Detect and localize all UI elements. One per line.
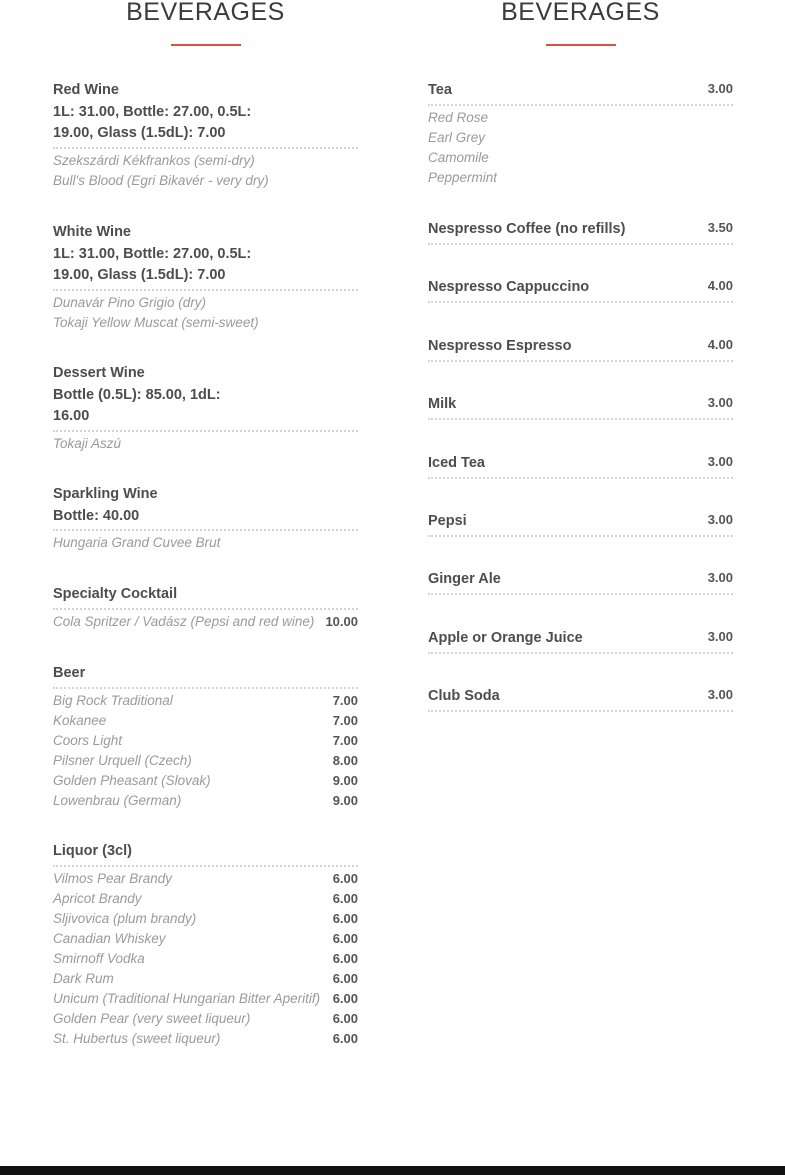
item-name: Iced Tea bbox=[428, 455, 485, 471]
item-name: Ginger Ale bbox=[428, 571, 501, 587]
sub-item-price: 6.00 bbox=[332, 890, 358, 906]
menu-item bbox=[428, 569, 733, 595]
sub-item: Peppermint bbox=[428, 169, 498, 185]
menu-item-title bbox=[428, 686, 733, 712]
item-price: 3.00 bbox=[707, 629, 733, 644]
menu-item bbox=[428, 453, 733, 479]
sub-item-price: 6.00 bbox=[332, 870, 358, 886]
item-name: Nespresso Cappuccino bbox=[428, 279, 590, 295]
sub-item-name: Unicum (Traditional Hungarian Bitter Aperitif) bbox=[53, 990, 321, 1006]
sub-item bbox=[53, 751, 358, 771]
item-name: Pepsi bbox=[428, 513, 467, 529]
sub-item: Earl Grey bbox=[428, 129, 486, 145]
sub-item-name: Dunavár Pino Grigio (dry) bbox=[53, 294, 207, 310]
sub-item-price: 6.00 bbox=[332, 1010, 358, 1026]
sub-item-name: Cola Spritzer / Vadász (Pepsi and red wine) bbox=[53, 613, 315, 629]
menu-item bbox=[53, 584, 358, 632]
menu-item bbox=[428, 628, 733, 654]
item-price: 3.00 bbox=[707, 570, 733, 585]
sub-item: Red Rose bbox=[428, 109, 489, 125]
menu-item bbox=[53, 80, 358, 191]
item-price: 4.00 bbox=[707, 337, 733, 352]
menu-item bbox=[428, 277, 733, 303]
sub-item-list bbox=[53, 151, 358, 191]
sub-item-price: 6.00 bbox=[332, 1030, 358, 1046]
left-menu-column bbox=[53, 0, 358, 1046]
sub-item-name: Pilsner Urquell (Czech) bbox=[53, 752, 192, 768]
menu-item-title bbox=[53, 363, 358, 432]
item-name: Sparkling Wine bbox=[53, 486, 158, 502]
sub-item-price: 6.00 bbox=[332, 950, 358, 966]
sub-item-list bbox=[53, 434, 358, 454]
heading-divider bbox=[546, 44, 616, 46]
menu-item bbox=[428, 80, 733, 188]
sub-item-name: Sljivovica (plum brandy) bbox=[53, 910, 197, 926]
sub-item bbox=[53, 711, 358, 731]
menu-item-title bbox=[53, 484, 358, 531]
sub-item-name: Coors Light bbox=[53, 732, 123, 748]
sub-item bbox=[53, 533, 358, 553]
sub-item-price: 6.00 bbox=[332, 910, 358, 926]
item-name: Club Soda bbox=[428, 688, 500, 704]
item-price: 3.00 bbox=[707, 395, 733, 410]
menu-item-title bbox=[428, 336, 733, 362]
heading-divider bbox=[171, 44, 241, 46]
sub-item-name: Tokaji Aszú bbox=[53, 435, 122, 451]
sub-item-name: Golden Pear (very sweet liqueur) bbox=[53, 1010, 251, 1026]
sub-item-name: Big Rock Traditional bbox=[53, 692, 173, 708]
item-name: Milk bbox=[428, 396, 457, 412]
footer-bar bbox=[0, 1166, 785, 1175]
sub-item-name: Dark Rum bbox=[53, 970, 114, 986]
sub-item-price: 7.00 bbox=[332, 732, 358, 748]
sub-item-name: Vilmos Pear Brandy bbox=[53, 870, 173, 886]
menu-item-title bbox=[53, 663, 358, 689]
sub-item bbox=[53, 1029, 358, 1049]
sub-item bbox=[53, 1009, 358, 1029]
item-price: 3.00 bbox=[707, 81, 733, 96]
sub-item bbox=[53, 869, 358, 889]
sub-item-price: 6.00 bbox=[332, 990, 358, 1006]
sub-item bbox=[53, 731, 358, 751]
item-price: 3.00 bbox=[707, 454, 733, 469]
sub-item bbox=[53, 612, 358, 632]
item-name: Nespresso Espresso bbox=[428, 338, 572, 354]
sub-item-price: 6.00 bbox=[332, 930, 358, 946]
sub-item bbox=[53, 909, 358, 929]
sub-item-name: Golden Pheasant (Slovak) bbox=[53, 772, 211, 788]
menu-item-title bbox=[428, 80, 733, 106]
menu-item bbox=[428, 686, 733, 712]
sub-item-name: Tokaji Yellow Muscat (semi-sweet) bbox=[53, 314, 259, 330]
item-name: Liquor (3cl) bbox=[53, 843, 132, 859]
menu-item-title bbox=[428, 394, 733, 420]
menu-item bbox=[428, 219, 733, 245]
menu-item-title bbox=[53, 222, 358, 291]
sub-item bbox=[53, 293, 358, 313]
sub-item-list bbox=[53, 612, 358, 632]
item-price: 3.00 bbox=[707, 687, 733, 702]
sub-item-name: Canadian Whiskey bbox=[53, 930, 166, 946]
menu-item bbox=[53, 222, 358, 333]
sub-item-list bbox=[53, 293, 358, 333]
sub-item-price: 10.00 bbox=[325, 613, 358, 629]
sub-item-price: 6.00 bbox=[332, 970, 358, 986]
sub-item-list bbox=[53, 869, 358, 1049]
sub-item bbox=[53, 171, 358, 191]
item-name: Specialty Cocktail bbox=[53, 586, 178, 602]
item-price-line: 19.00, Glass (1.5dL): 7.00 bbox=[53, 267, 226, 283]
menu-item-title bbox=[53, 80, 358, 149]
item-price-line: 1L: 31.00, Bottle: 27.00, 0.5L: bbox=[53, 245, 252, 262]
sub-item bbox=[53, 313, 358, 333]
sub-item-name: Hungaria Grand Cuvee Brut bbox=[53, 535, 221, 550]
sub-item bbox=[53, 434, 358, 454]
sub-item-price: 7.00 bbox=[332, 692, 358, 708]
menu-item-title bbox=[428, 569, 733, 595]
sub-item bbox=[53, 969, 358, 989]
section-heading: BEVERAGES bbox=[126, 0, 285, 26]
item-name: White Wine bbox=[53, 224, 132, 240]
item-name: Dessert Wine bbox=[53, 365, 145, 381]
sub-item-list bbox=[428, 108, 733, 188]
sub-item-name: St. Hubertus (sweet liqueur) bbox=[53, 1030, 221, 1046]
sub-item bbox=[53, 949, 358, 969]
right-menu-column bbox=[428, 0, 733, 704]
menu-item-title bbox=[428, 277, 733, 303]
item-name: Tea bbox=[428, 82, 452, 98]
menu-item-title bbox=[53, 841, 358, 867]
sub-item bbox=[53, 691, 358, 711]
sub-item bbox=[53, 791, 358, 811]
sub-item-list bbox=[53, 533, 358, 553]
menu-item bbox=[53, 663, 358, 811]
sub-item bbox=[53, 989, 358, 1009]
menu-item bbox=[53, 484, 358, 553]
sub-item-list bbox=[53, 691, 358, 811]
item-name: Beer bbox=[53, 665, 86, 681]
section-heading: BEVERAGES bbox=[501, 0, 660, 26]
menu-item-title bbox=[428, 511, 733, 537]
item-name: Nespresso Coffee (no refills) bbox=[428, 221, 626, 237]
sub-item: Camomile bbox=[428, 149, 489, 165]
menu-item-title bbox=[428, 219, 733, 245]
menu-item-title bbox=[428, 453, 733, 479]
menu-item bbox=[53, 841, 358, 1049]
sub-item bbox=[53, 151, 358, 171]
sub-item-name: Szekszárdi Kékfrankos (semi-dry) bbox=[53, 152, 255, 168]
item-price-line: Bottle: 40.00 bbox=[53, 507, 140, 524]
item-price-line: 1L: 31.00, Bottle: 27.00, 0.5L: bbox=[53, 103, 252, 120]
item-name: Red Wine bbox=[53, 82, 119, 98]
sub-item bbox=[53, 929, 358, 949]
sub-item-name: Kokanee bbox=[53, 712, 107, 728]
menu-item bbox=[428, 336, 733, 362]
item-price-line: 16.00 bbox=[53, 408, 90, 424]
item-price: 3.00 bbox=[707, 512, 733, 527]
sub-item-name: Smirnoff Vodka bbox=[53, 950, 145, 966]
menu-item-title bbox=[53, 584, 358, 610]
sub-item-price: 9.00 bbox=[332, 772, 358, 788]
sub-item-price: 8.00 bbox=[332, 752, 358, 768]
item-price-line: 19.00, Glass (1.5dL): 7.00 bbox=[53, 125, 226, 141]
sub-item bbox=[53, 771, 358, 791]
sub-item-price: 9.00 bbox=[332, 792, 358, 808]
menu-item bbox=[428, 394, 733, 420]
sub-item-name: Bull's Blood (Egri Bikavér - very dry) bbox=[53, 172, 269, 188]
sub-item bbox=[53, 889, 358, 909]
sub-item-name: Lowenbrau (German) bbox=[53, 792, 182, 808]
sub-item-name: Apricot Brandy bbox=[53, 890, 142, 906]
item-price: 3.50 bbox=[707, 220, 733, 235]
item-price: 4.00 bbox=[707, 278, 733, 293]
sub-item-price: 7.00 bbox=[332, 712, 358, 728]
menu-item-title bbox=[428, 628, 733, 654]
item-name: Apple or Orange Juice bbox=[428, 630, 583, 646]
item-price-line: Bottle (0.5L): 85.00, 1dL: bbox=[53, 386, 221, 403]
menu-item bbox=[53, 363, 358, 454]
menu-item bbox=[428, 511, 733, 537]
